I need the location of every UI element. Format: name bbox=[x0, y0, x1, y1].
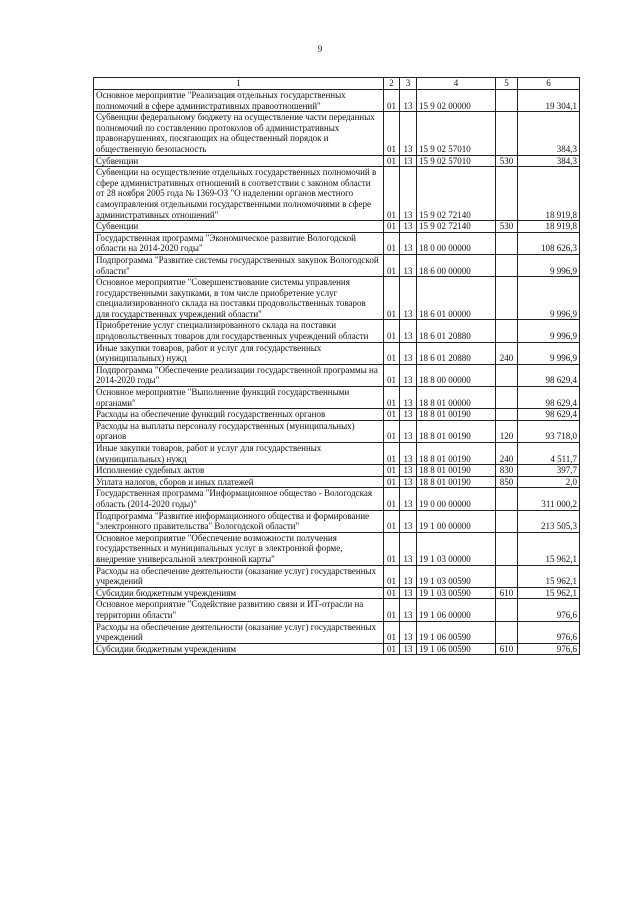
row-expense-type-cell bbox=[496, 409, 518, 421]
row-target-article-cell: 18 8 01 00190 bbox=[417, 420, 496, 442]
row-amount-cell: 311 000,2 bbox=[518, 488, 580, 510]
row-section-cell: 01 bbox=[384, 342, 400, 364]
row-expense-type-cell bbox=[496, 364, 518, 386]
row-section-cell: 01 bbox=[384, 510, 400, 532]
row-name-cell: Субвенции bbox=[94, 221, 384, 233]
row-expense-type-cell bbox=[496, 167, 518, 221]
row-subsection-cell: 13 bbox=[400, 232, 417, 254]
row-section-cell: 01 bbox=[384, 599, 400, 621]
row-subsection-cell: 13 bbox=[400, 476, 417, 488]
row-subsection-cell: 13 bbox=[400, 621, 417, 643]
table-row bbox=[94, 167, 580, 221]
row-amount-cell: 9 996,9 bbox=[518, 254, 580, 276]
row-subsection-cell: 13 bbox=[400, 112, 417, 155]
row-name-cell: Основное мероприятие "Выполнение функций государственными органами" bbox=[94, 387, 384, 409]
table-row bbox=[94, 465, 580, 477]
row-name-cell: Субвенции bbox=[94, 155, 384, 167]
row-name-cell: Государственная программа "Информационное общество - Вологодская область (2014-2020 годы)" bbox=[94, 488, 384, 510]
row-amount-cell: 384,3 bbox=[518, 112, 580, 155]
row-amount-cell: 9 996,9 bbox=[518, 320, 580, 342]
row-name-cell: Субвенции на осуществление отдельных государственных полномочий в сфере административных отношений в соответствии с законом области от 28 ноября 2005 года № 1369-ОЗ "О наделении органов местного самоуправления отдельными государственными полномочиями в сфере административных отношений" bbox=[94, 167, 384, 221]
row-expense-type-cell bbox=[496, 112, 518, 155]
row-amount-cell: 15 962,1 bbox=[518, 532, 580, 565]
row-expense-type-cell: 610 bbox=[496, 587, 518, 599]
row-subsection-cell: 13 bbox=[400, 599, 417, 621]
row-amount-cell: 108 626,3 bbox=[518, 232, 580, 254]
row-subsection-cell: 13 bbox=[400, 420, 417, 442]
table-row bbox=[94, 443, 580, 465]
row-expense-type-cell bbox=[496, 532, 518, 565]
table-row bbox=[94, 643, 580, 655]
table-row bbox=[94, 621, 580, 643]
row-expense-type-cell bbox=[496, 387, 518, 409]
row-amount-cell: 15 962,1 bbox=[518, 565, 580, 587]
row-target-article-cell: 19 1 06 00590 bbox=[417, 643, 496, 655]
row-section-cell: 01 bbox=[384, 420, 400, 442]
table-row bbox=[94, 409, 580, 421]
table-row bbox=[94, 277, 580, 320]
budget-table bbox=[93, 77, 580, 655]
row-subsection-cell: 13 bbox=[400, 587, 417, 599]
row-target-article-cell: 18 8 01 00190 bbox=[417, 465, 496, 477]
row-section-cell: 01 bbox=[384, 409, 400, 421]
page-number: 9 bbox=[317, 44, 323, 54]
row-target-article-cell: 15 9 02 00000 bbox=[417, 90, 496, 112]
row-section-cell: 01 bbox=[384, 277, 400, 320]
row-section-cell: 01 bbox=[384, 443, 400, 465]
row-name-cell: Уплата налогов, сборов и иных платежей bbox=[94, 476, 384, 488]
row-expense-type-cell: 530 bbox=[496, 221, 518, 233]
row-name-cell: Иные закупки товаров, работ и услуг для государственных (муниципальных) нужд bbox=[94, 342, 384, 364]
table-row bbox=[94, 320, 580, 342]
row-amount-cell: 98 629,4 bbox=[518, 364, 580, 386]
row-amount-cell: 18 919,8 bbox=[518, 167, 580, 221]
row-expense-type-cell: 530 bbox=[496, 155, 518, 167]
row-section-cell: 01 bbox=[384, 254, 400, 276]
row-section-cell: 01 bbox=[384, 532, 400, 565]
row-target-article-cell: 19 1 03 00000 bbox=[417, 532, 496, 565]
header-cell: 5 bbox=[496, 78, 518, 90]
row-subsection-cell: 13 bbox=[400, 320, 417, 342]
row-subsection-cell: 13 bbox=[400, 342, 417, 364]
row-target-article-cell: 19 1 06 00000 bbox=[417, 599, 496, 621]
row-expense-type-cell: 850 bbox=[496, 476, 518, 488]
row-name-cell: Основное мероприятие "Реализация отдельных государственных полномочий в сфере административных правоотношений" bbox=[94, 90, 384, 112]
row-subsection-cell: 13 bbox=[400, 254, 417, 276]
row-amount-cell: 4 511,7 bbox=[518, 443, 580, 465]
row-section-cell: 01 bbox=[384, 364, 400, 386]
row-amount-cell: 384,3 bbox=[518, 155, 580, 167]
row-target-article-cell: 18 8 01 00190 bbox=[417, 443, 496, 465]
row-expense-type-cell bbox=[496, 90, 518, 112]
row-target-article-cell: 18 6 00 00000 bbox=[417, 254, 496, 276]
row-name-cell: Приобретение услуг специализированного склада на поставки продовольственных товаров для государственных учреждений области bbox=[94, 320, 384, 342]
row-subsection-cell: 13 bbox=[400, 488, 417, 510]
row-target-article-cell: 19 0 00 00000 bbox=[417, 488, 496, 510]
table-header-row bbox=[94, 78, 580, 90]
row-target-article-cell: 18 8 01 00190 bbox=[417, 409, 496, 421]
row-target-article-cell: 15 9 02 72140 bbox=[417, 221, 496, 233]
row-section-cell: 01 bbox=[384, 476, 400, 488]
row-amount-cell: 213 505,3 bbox=[518, 510, 580, 532]
table-row bbox=[94, 476, 580, 488]
table-row bbox=[94, 587, 580, 599]
row-expense-type-cell: 240 bbox=[496, 443, 518, 465]
row-subsection-cell: 13 bbox=[400, 221, 417, 233]
row-expense-type-cell: 830 bbox=[496, 465, 518, 477]
table-row bbox=[94, 90, 580, 112]
row-name-cell: Подпрограмма "Обеспечение реализации государственной программы на 2014-2020 годы" bbox=[94, 364, 384, 386]
row-amount-cell: 976,6 bbox=[518, 643, 580, 655]
row-section-cell: 01 bbox=[384, 320, 400, 342]
row-name-cell: Подпрограмма "Развитие информационного общества и формирование "электронного правительства" Вологодской области" bbox=[94, 510, 384, 532]
table-row bbox=[94, 532, 580, 565]
row-expense-type-cell bbox=[496, 510, 518, 532]
header-cell: 3 bbox=[400, 78, 417, 90]
table-row bbox=[94, 387, 580, 409]
row-section-cell: 01 bbox=[384, 488, 400, 510]
row-target-article-cell: 19 1 00 00000 bbox=[417, 510, 496, 532]
row-name-cell: Государственная программа "Экономическое развитие Вологодской области на 2014-2020 годы" bbox=[94, 232, 384, 254]
header-cell: 2 bbox=[384, 78, 400, 90]
row-amount-cell: 9 996,9 bbox=[518, 277, 580, 320]
row-subsection-cell: 13 bbox=[400, 465, 417, 477]
row-target-article-cell: 18 6 01 20880 bbox=[417, 342, 496, 364]
table-body bbox=[94, 78, 580, 655]
row-target-article-cell: 15 9 02 57010 bbox=[417, 112, 496, 155]
row-subsection-cell: 13 bbox=[400, 409, 417, 421]
row-target-article-cell: 18 8 01 00190 bbox=[417, 476, 496, 488]
table-row bbox=[94, 342, 580, 364]
row-section-cell: 01 bbox=[384, 90, 400, 112]
row-section-cell: 01 bbox=[384, 565, 400, 587]
row-name-cell: Иные закупки товаров, работ и услуг для государственных (муниципальных) нужд bbox=[94, 443, 384, 465]
row-section-cell: 01 bbox=[384, 465, 400, 477]
row-amount-cell: 976,6 bbox=[518, 621, 580, 643]
table-row bbox=[94, 565, 580, 587]
row-subsection-cell: 13 bbox=[400, 167, 417, 221]
row-target-article-cell: 18 6 01 20880 bbox=[417, 320, 496, 342]
row-subsection-cell: 13 bbox=[400, 532, 417, 565]
row-amount-cell: 19 304,1 bbox=[518, 90, 580, 112]
row-section-cell: 01 bbox=[384, 387, 400, 409]
row-expense-type-cell bbox=[496, 599, 518, 621]
header-cell: 4 bbox=[417, 78, 496, 90]
row-amount-cell: 18 919,8 bbox=[518, 221, 580, 233]
row-section-cell: 01 bbox=[384, 643, 400, 655]
row-expense-type-cell: 120 bbox=[496, 420, 518, 442]
row-target-article-cell: 15 9 02 57010 bbox=[417, 155, 496, 167]
table-row bbox=[94, 254, 580, 276]
row-name-cell: Субсидии бюджетным учреждениям bbox=[94, 643, 384, 655]
row-amount-cell: 98 629,4 bbox=[518, 409, 580, 421]
row-expense-type-cell bbox=[496, 565, 518, 587]
row-expense-type-cell bbox=[496, 488, 518, 510]
row-name-cell: Расходы на обеспечение деятельности (оказание услуг) государственных учреждений bbox=[94, 621, 384, 643]
row-target-article-cell: 19 1 03 00590 bbox=[417, 587, 496, 599]
row-expense-type-cell bbox=[496, 277, 518, 320]
row-target-article-cell: 19 1 06 00590 bbox=[417, 621, 496, 643]
table-row bbox=[94, 155, 580, 167]
row-target-article-cell: 18 8 01 00000 bbox=[417, 387, 496, 409]
row-amount-cell: 976,6 bbox=[518, 599, 580, 621]
row-name-cell: Расходы на обеспечение функций государственных органов bbox=[94, 409, 384, 421]
row-subsection-cell: 13 bbox=[400, 565, 417, 587]
row-name-cell: Расходы на обеспечение деятельности (оказание услуг) государственных учреждений bbox=[94, 565, 384, 587]
row-subsection-cell: 13 bbox=[400, 90, 417, 112]
table-row bbox=[94, 221, 580, 233]
row-expense-type-cell: 240 bbox=[496, 342, 518, 364]
row-section-cell: 01 bbox=[384, 112, 400, 155]
row-amount-cell: 2,0 bbox=[518, 476, 580, 488]
row-target-article-cell: 15 9 02 72140 bbox=[417, 167, 496, 221]
row-name-cell: Основное мероприятие "Совершенствование системы управления государственными закупками, в том числе приобретение услуг специализированного склада на поставки продовольственных товаров для государственных учреждений области" bbox=[94, 277, 384, 320]
header-cell: 1 bbox=[94, 78, 384, 90]
row-amount-cell: 9 996,9 bbox=[518, 342, 580, 364]
row-name-cell: Основное мероприятие "Обеспечение возможности получения государственных и муниципальных услуг в электронной форме, внедрение универсальной электронной карты" bbox=[94, 532, 384, 565]
table-row bbox=[94, 599, 580, 621]
row-subsection-cell: 13 bbox=[400, 277, 417, 320]
row-expense-type-cell bbox=[496, 232, 518, 254]
row-expense-type-cell bbox=[496, 621, 518, 643]
row-amount-cell: 98 629,4 bbox=[518, 387, 580, 409]
header-cell: 6 bbox=[518, 78, 580, 90]
table-row bbox=[94, 364, 580, 386]
row-expense-type-cell bbox=[496, 320, 518, 342]
row-target-article-cell: 19 1 03 00590 bbox=[417, 565, 496, 587]
row-name-cell: Основное мероприятие "Содействие развитию связи и ИТ-отрасли на территории области" bbox=[94, 599, 384, 621]
row-target-article-cell: 18 6 01 00000 bbox=[417, 277, 496, 320]
table-row bbox=[94, 112, 580, 155]
row-amount-cell: 397,7 bbox=[518, 465, 580, 477]
row-amount-cell: 15 962,1 bbox=[518, 587, 580, 599]
table-row bbox=[94, 510, 580, 532]
row-name-cell: Исполнение судебных актов bbox=[94, 465, 384, 477]
row-name-cell: Подпрограмма "Развитие системы государственных закупок Вологодской области" bbox=[94, 254, 384, 276]
row-subsection-cell: 13 bbox=[400, 364, 417, 386]
table-row bbox=[94, 420, 580, 442]
table-row bbox=[94, 488, 580, 510]
row-subsection-cell: 13 bbox=[400, 510, 417, 532]
row-subsection-cell: 13 bbox=[400, 443, 417, 465]
row-section-cell: 01 bbox=[384, 155, 400, 167]
row-section-cell: 01 bbox=[384, 221, 400, 233]
row-name-cell: Субвенции федеральному бюджету на осуществление части переданных полномочий по составлению протоколов об административных правонарушениях, посягающих на общественный порядок и общественную безопасность bbox=[94, 112, 384, 155]
row-section-cell: 01 bbox=[384, 587, 400, 599]
row-section-cell: 01 bbox=[384, 167, 400, 221]
row-subsection-cell: 13 bbox=[400, 155, 417, 167]
row-target-article-cell: 18 8 00 00000 bbox=[417, 364, 496, 386]
row-amount-cell: 93 718,0 bbox=[518, 420, 580, 442]
row-section-cell: 01 bbox=[384, 621, 400, 643]
row-subsection-cell: 13 bbox=[400, 387, 417, 409]
row-target-article-cell: 18 0 00 00000 bbox=[417, 232, 496, 254]
row-subsection-cell: 13 bbox=[400, 643, 417, 655]
row-name-cell: Субсидии бюджетным учреждениям bbox=[94, 587, 384, 599]
row-expense-type-cell: 610 bbox=[496, 643, 518, 655]
row-name-cell: Расходы на выплаты персоналу государственных (муниципальных) органов bbox=[94, 420, 384, 442]
row-expense-type-cell bbox=[496, 254, 518, 276]
row-section-cell: 01 bbox=[384, 232, 400, 254]
table-row bbox=[94, 232, 580, 254]
